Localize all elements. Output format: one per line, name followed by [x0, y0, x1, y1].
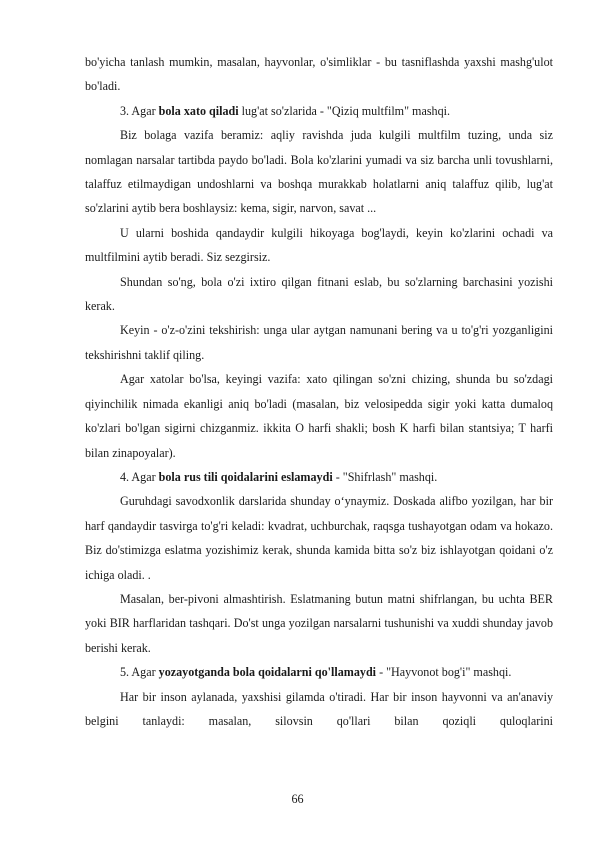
- paragraph-bold: bola xato qiladi: [158, 103, 239, 118]
- paragraph-bold: bola rus tili qoidalarini eslamaydi: [158, 469, 333, 484]
- paragraph-7: [85, 367, 553, 465]
- paragraph-4: [85, 221, 553, 270]
- paragraph-12: [85, 685, 553, 734]
- paragraph-1: [85, 50, 553, 99]
- paragraph-text: Masalan, ber-pivoni almashtirish. Eslatmaning butun matni shifrlangan, bu uchta BER yoki BIR harflaridan tashqari. Do'st unga yozilgan narsalarni tushunishi va xuddi shunday javob berishi kerak.: [85, 591, 553, 655]
- paragraph-prefix: 5. Agar: [120, 665, 159, 680]
- paragraph-text: Biz bolaga vazifa beramiz: aqliy ravishda juda kulgili multfilm tuzing, unda siz nomlagan narsalar tartibda paydo bo'ladi. Bola ko'zlarini yumadi va siz barcha unli tovushlarni, talaffuz etilmaydigan undoshlarni va boshqa murakkab holatlarni aniq talaffuz qilib, lug'at so'zlarini aytib bera boshlaysiz: kema, sigir, narvon, savat ...: [85, 128, 553, 216]
- paragraph-suffix: - "Hayvonot bog'i" mashqi.: [376, 665, 512, 680]
- paragraph-text: Guruhdagi savodxonlik darslarida shunday o‘ynaymiz. Doskada alifbo yozilgan, har bir harf qandaydir tasvirga to'g'ri keladi: kvadrat, uchburchak, raqsga tushayotgan odam va hokazo. Biz do'stimizga eslatma yozishimiz kerak, shunda kamida bitta so'z biz ishlayotgan qoidani o'z ichiga oladi. .: [85, 494, 553, 582]
- paragraph-bold: yozayotganda bola qoidalarni qo'llamaydi: [158, 665, 377, 680]
- paragraph-10: [85, 587, 553, 660]
- paragraph-2: [85, 99, 553, 123]
- paragraph-6: [85, 318, 553, 367]
- paragraph-text: Keyin - o'z-o'zini tekshirish: unga ular aytgan namunani bering va u to'g'ri yozganligini tekshirishni taklif qiling.: [85, 323, 553, 362]
- paragraph-9: [85, 489, 553, 587]
- paragraph-11: [85, 660, 553, 684]
- document-page: [85, 50, 553, 733]
- paragraph-suffix: lug'at so'zlarida - "Qiziq multfilm" mashqi.: [238, 103, 451, 118]
- paragraph-text: U ularni boshida qandaydir kulgili hikoyaga bog'laydi, keyin ko'zlarini ochadi va multfilmini aytib beradi. Siz sezgirsiz.: [85, 225, 553, 265]
- paragraph-text: bo'yicha tanlash mumkin, masalan, hayvonlar, o'simliklar - bu tasniflashda yaxshi mashg'ulot bo'ladi.: [85, 55, 553, 94]
- paragraph-suffix: - "Shifrlash" mashqi.: [332, 469, 438, 484]
- paragraph-3: [85, 123, 553, 221]
- paragraph-prefix: 4. Agar: [120, 469, 159, 484]
- page-number: 66: [291, 792, 304, 806]
- paragraph-text: Agar xatolar bo'lsa, keyingi vazifa: xato qilingan so'zni chizing, shunda bu so'zdagi qiyinchilik nimada ekanligi aniq bo'ladi (masalan, biz velosipedda sigir yoki katta dumaloq ko'zlari bo'lgan sigirni chizganmiz. ikkita O harfi shakli; bosh K harfi bilan stantsiya; T harfi bilan zinapoyalar).: [85, 372, 553, 460]
- paragraph-text: Shundan so'ng, bola o'zi ixtiro qilgan fitnani eslab, bu so'zlarning barchasini yozishi kerak.: [85, 274, 553, 314]
- paragraph-prefix: 3. Agar: [120, 103, 159, 118]
- paragraph-text: Har bir inson aylanada, yaxshisi gilamda o'tiradi. Har bir inson hayvonni va an'anaviy belgini tanlaydi: masalan, silovsin qo'llari bilan qoziqli quloqlarini: [85, 689, 553, 728]
- paragraph-8: [85, 465, 553, 489]
- paragraph-5: [85, 270, 553, 319]
